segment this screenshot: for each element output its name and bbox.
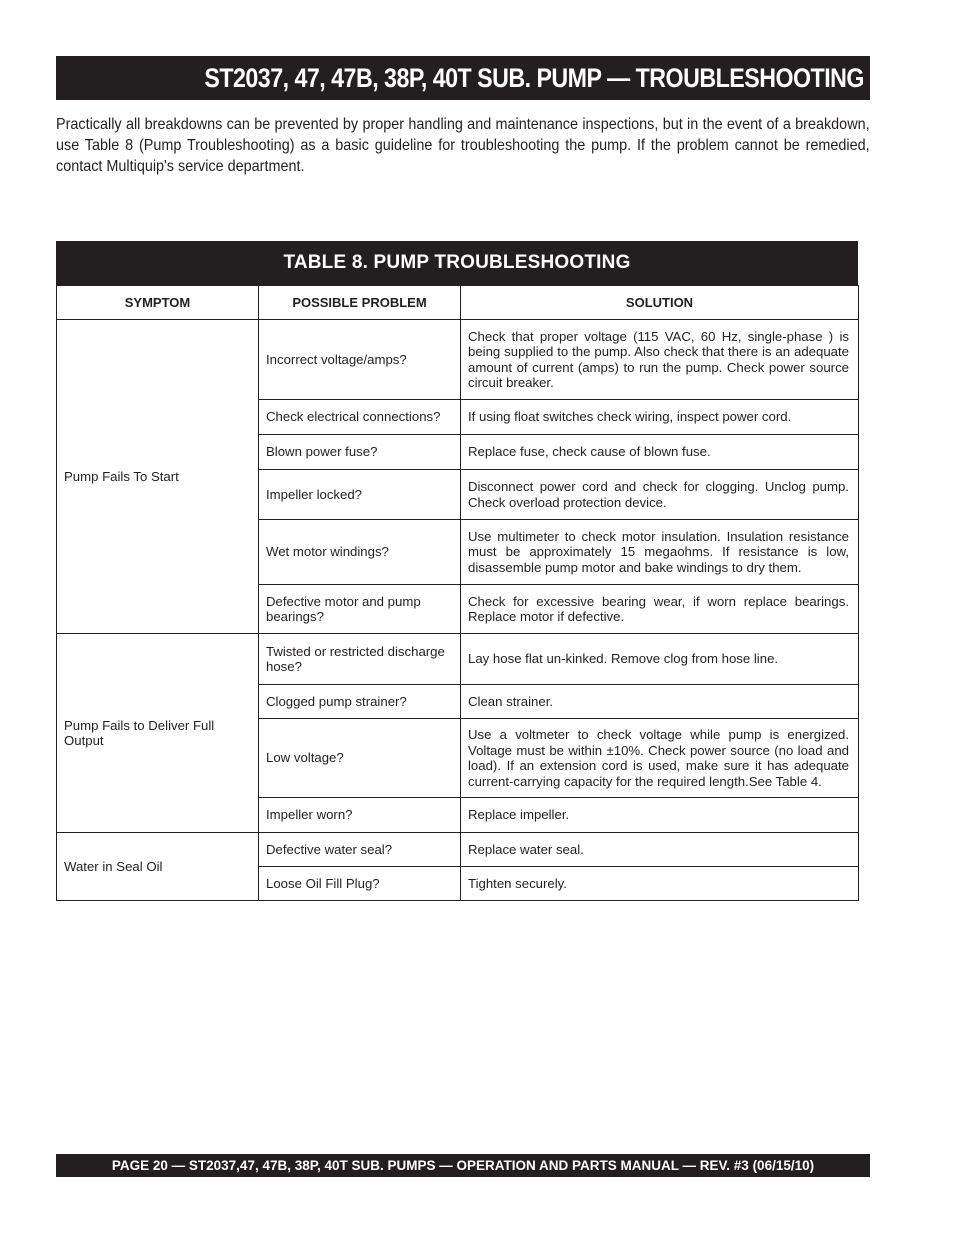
troubleshooting-grid (56, 285, 859, 901)
symptom-cell: Water in Seal Oil (57, 833, 259, 901)
problem-cell: Twisted or restricted discharge hose? (259, 634, 461, 685)
solution-cell: Lay hose flat un-kinked. Remove clog from hose line. (461, 634, 859, 685)
intro-paragraph: Practically all breakdowns can be prevented by proper handling and maintenance inspections, but in the event of a breakdown, use Table 8 (Pump Troubleshooting) as a basic guideline for troubleshooting the pump. If the problem cannot be remedied, contact Multiquip's service department. (56, 116, 870, 175)
symptom-cell: Pump Fails to Deliver Full Output (57, 634, 259, 833)
table-row (57, 833, 859, 867)
header-possible-problem: POSSIBLE PROBLEM (259, 286, 461, 320)
page-footer (56, 1154, 870, 1177)
table-row (57, 320, 859, 400)
solution-cell: Replace fuse, check cause of blown fuse. (461, 435, 859, 470)
problem-cell: Defective motor and pump bearings? (259, 585, 461, 634)
solution-cell: Check that proper voltage (115 VAC, 60 Hz, single-phase ) is being supplied to the pump. Also check that there is an adequate amount of current (amps) to run the pump. Check power source circuit breaker. (461, 320, 859, 400)
problem-cell: Loose Oil Fill Plug? (259, 867, 461, 901)
header-solution: SOLUTION (461, 286, 859, 320)
problem-cell: Clogged pump strainer? (259, 685, 461, 719)
header-symptom: SYMPTOM (57, 286, 259, 320)
solution-cell: If using float switches check wiring, inspect power cord. (461, 400, 859, 435)
solution-cell: Disconnect power cord and check for clogging. Unclog pump. Check overload protection device. (461, 470, 859, 520)
troubleshooting-table (56, 241, 858, 901)
table-row (57, 634, 859, 685)
problem-cell: Impeller worn? (259, 798, 461, 833)
solution-cell: Replace impeller. (461, 798, 859, 833)
problem-cell: Impeller locked? (259, 470, 461, 520)
symptom-cell: Pump Fails To Start (57, 320, 259, 634)
problem-cell: Defective water seal? (259, 833, 461, 867)
problem-cell: Wet motor windings? (259, 520, 461, 585)
page-title-bar (56, 56, 870, 100)
problem-cell: Check electrical connections? (259, 400, 461, 435)
page-title: ST2037, 47, 47B, 38P, 40T SUB. PUMP — TROUBLESHOOTING (204, 62, 864, 93)
table-title: TABLE 8. PUMP TROUBLESHOOTING (56, 241, 858, 285)
solution-cell: Tighten securely. (461, 867, 859, 901)
footer-text: PAGE 20 — ST2037,47, 47B, 38P, 40T SUB. PUMPS — OPERATION AND PARTS MANUAL — REV. #3 (06/15/10) (111, 1158, 815, 1173)
solution-cell: Use a voltmeter to check voltage while pump is energized. Voltage must be within ±10%. Check power source (no load and load). If an extension cord is used, make sure it has adequate current-carrying capacity for the required length.See Table 4. (461, 719, 859, 798)
solution-cell: Use multimeter to check motor insulation. Insulation resistance must be approximately 15 megaohms. If resistance is low, disassemble pump motor and bake windings to dry them. (461, 520, 859, 585)
problem-cell: Incorrect voltage/amps? (259, 320, 461, 400)
problem-cell: Low voltage? (259, 719, 461, 798)
problem-cell: Blown power fuse? (259, 435, 461, 470)
table-header-row (57, 286, 859, 320)
solution-cell: Check for excessive bearing wear, if worn replace bearings. Replace motor if defective. (461, 585, 859, 634)
solution-cell: Clean strainer. (461, 685, 859, 719)
solution-cell: Replace water seal. (461, 833, 859, 867)
